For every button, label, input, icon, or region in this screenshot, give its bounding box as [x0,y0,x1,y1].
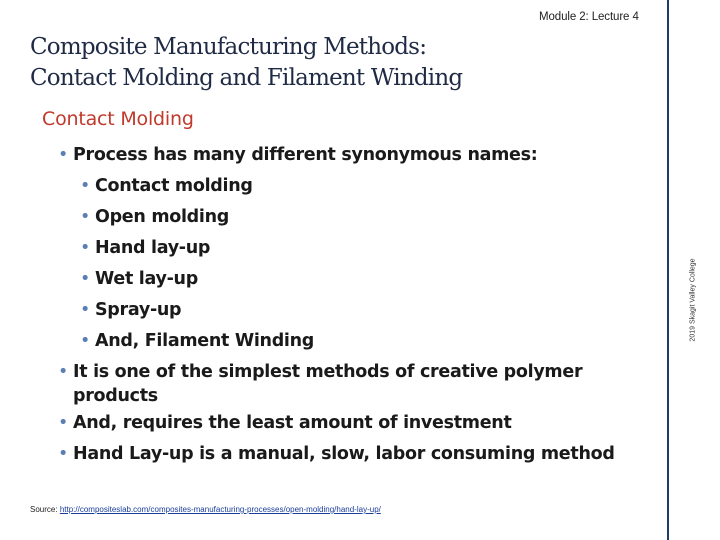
vertical-divider [667,0,669,540]
sub-bullet-item [58,295,618,326]
sub-bullet-text: And, Filament Winding [95,331,315,351]
bullet-item [58,140,618,171]
source-label: Source: [30,505,58,514]
copyright-vertical: 2019 Skagit Valley College [689,258,697,342]
sub-bullet-text: Wet lay-up [95,269,198,289]
bullet-dot-icon: • [80,331,91,351]
bullet-text: Hand Lay-up is a manual, slow, labor consuming method [73,444,615,464]
bullet-item [58,439,618,470]
bullet-text-continuation: products [73,386,158,406]
sub-bullet-text: Open molding [95,207,229,227]
sub-bullet-item [58,326,618,357]
sub-bullet-item [58,264,618,295]
bullet-dot-icon: • [80,300,91,320]
source-citation [30,505,381,514]
bullet-item [58,408,618,439]
bullet-list [58,140,618,470]
sub-bullet-text: Spray-up [95,300,182,320]
bullet-item [58,357,618,408]
slide-title-line-2: Contact Molding and Filament Winding [30,65,463,91]
bullet-dot-icon: • [58,413,69,433]
sub-bullet-text: Contact molding [95,176,253,196]
bullet-dot-icon: • [80,238,91,258]
sub-bullet-text: Hand lay-up [95,238,211,258]
slide-title-line-1: Composite Manufacturing Methods: [30,34,427,60]
bullet-text: And, requires the least amount of investment [73,413,512,433]
sub-bullet-item [58,233,618,264]
bullet-text: It is one of the simplest methods of creative polymer [73,362,583,382]
bullet-text: Process has many different synonymous names: [73,145,538,165]
module-label: Module 2: Lecture 4 [539,11,639,23]
source-link[interactable]: http://compositeslab.com/composites-manufacturing-processes/open-molding/hand-lay-up/ [59,505,381,514]
bullet-dot-icon: • [58,145,69,165]
bullet-dot-icon: • [80,269,91,289]
slide-title [30,32,462,94]
bullet-dot-icon: • [58,444,69,464]
bullet-dot-icon: • [58,362,69,382]
bullet-dot-icon: • [80,207,91,227]
bullet-dot-icon: • [80,176,91,196]
sub-bullet-item [58,202,618,233]
sub-bullet-item [58,171,618,202]
section-heading: Contact Molding [42,108,194,130]
